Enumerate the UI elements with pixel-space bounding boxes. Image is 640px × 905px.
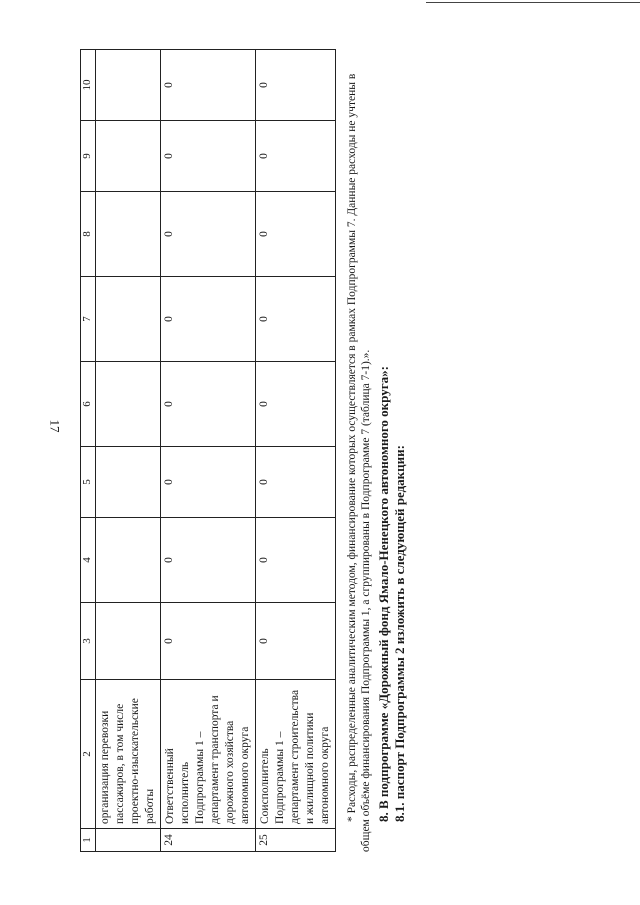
top-rule	[426, 2, 640, 3]
cell-value: 0	[256, 192, 336, 277]
table-row	[256, 50, 336, 852]
budget-table	[80, 49, 336, 852]
column-header: 3	[81, 603, 96, 680]
cell-value: 0	[161, 277, 256, 362]
row-number: 24	[161, 829, 256, 852]
column-header: 9	[81, 121, 96, 192]
cell-value: 0	[161, 50, 256, 121]
row-description: Соисполнитель Подпрограммы 1 – департамент строительства и жилищной политики автономного округа	[256, 680, 336, 829]
row-number: 25	[256, 829, 336, 852]
cell-value	[96, 362, 161, 447]
cell-value	[96, 50, 161, 121]
section-8-1-heading: 8.1. паспорт Подпрограммы 2 изложить в следующей редакции:	[392, 445, 407, 822]
row-description: Ответственный исполнитель Подпрограммы 1 – департамент транспорта и дорожного хозяйства автономного округа	[161, 680, 256, 829]
cell-value	[96, 121, 161, 192]
cell-value: 0	[256, 277, 336, 362]
cell-value: 0	[256, 121, 336, 192]
cell-value: 0	[256, 362, 336, 447]
column-header: 2	[81, 680, 96, 829]
column-header: 8	[81, 192, 96, 277]
row-description: организация перевозки пассажиров, в том числе проектно-изыскательские работы	[96, 680, 161, 829]
cell-value: 0	[161, 362, 256, 447]
footnote: * Расходы, распределенные аналитическим методом, финансирование которых осуществляется в рамках Подпрограммы 7. Данные расходы не учтены в общем объёме финансирования Подпрограммы 1, а сгруппированы в Подпрограмме 7 (таблица 7-1).».	[346, 73, 372, 852]
cell-value: 0	[161, 447, 256, 518]
column-header: 1	[81, 829, 96, 852]
cell-value	[96, 518, 161, 603]
cell-value	[96, 603, 161, 680]
column-header: 7	[81, 277, 96, 362]
cell-value: 0	[161, 518, 256, 603]
cell-value: 0	[256, 50, 336, 121]
cell-value: 0	[161, 121, 256, 192]
page-number: 17	[47, 419, 63, 433]
cell-value: 0	[161, 603, 256, 680]
rotated-content	[40, 32, 600, 872]
table-row	[96, 50, 161, 852]
cell-value: 0	[161, 192, 256, 277]
cell-value	[96, 277, 161, 362]
column-header: 5	[81, 447, 96, 518]
cell-value: 0	[256, 447, 336, 518]
table-row	[161, 50, 256, 852]
table-header-row	[81, 50, 96, 852]
cell-value: 0	[256, 518, 336, 603]
cell-value	[96, 447, 161, 518]
column-header: 10	[81, 50, 96, 121]
cell-value: 0	[256, 603, 336, 680]
column-header: 4	[81, 518, 96, 603]
section-8-heading: 8. В подпрограмме «Дорожный фонд Ямало-Ненецкого автономного округа»:	[376, 366, 391, 822]
cell-value	[96, 192, 161, 277]
column-header: 6	[81, 362, 96, 447]
row-number	[96, 829, 161, 852]
